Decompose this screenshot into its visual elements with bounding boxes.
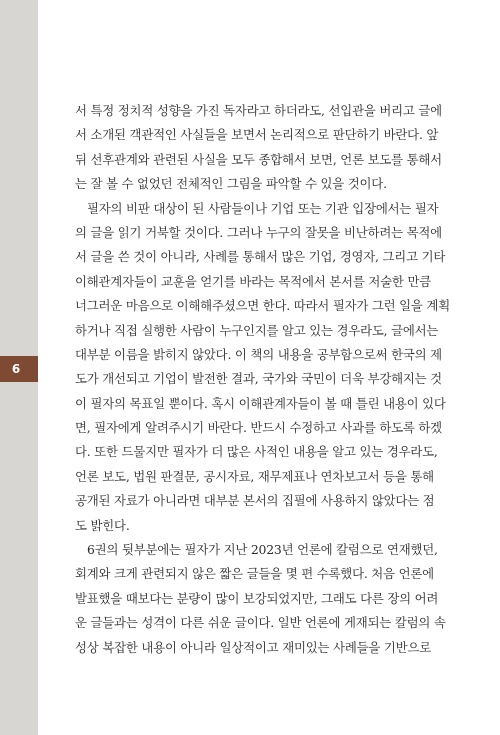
text-line: 성상 복잡한 내용이 아니라 일상적이고 재미있는 사례들을 기반으로: [75, 639, 431, 655]
text-line: 필자의 비판 대상이 된 사람들이나 기업 또는 기관 입장에서는 필자: [87, 200, 439, 216]
text-line: 서 특정 정치적 성향을 가진 독자라고 하더라도, 선입관을 버리고 글에: [75, 103, 442, 118]
text-line: 의 글을 읽기 거북할 것이다. 그러나 누구의 잘못을 비난하려는 목적에: [75, 224, 442, 240]
text-line: 발표했을 때보다는 분량이 많이 보강되었지만, 그래도 다른 장의 어려: [75, 590, 439, 606]
text-line: 공개된 자료가 아니라면 대부분 본서의 집필에 사용하지 않았다는 점: [75, 493, 435, 509]
text-line: 대부분 이름을 밝히지 않았다. 이 책의 내용을 공부함으로써 한국의 제: [75, 346, 442, 362]
body-text: [75, 99, 450, 660]
text-line: 하거나 직접 실행한 사람이 누구인지를 알고 있는 경우라도, 글에서는: [75, 322, 439, 338]
text-line: 는 잘 볼 수 없었던 전체적인 그림을 파악할 수 있을 것이다.: [75, 176, 387, 192]
text-line: 언론 보도, 법원 판결문, 공시자료, 재무제표나 연차보고서 등을 통해: [75, 468, 434, 484]
text-line: 서 글을 쓴 것이 아니라, 사례를 통해서 많은 기업, 경영자, 그리고 기타: [75, 249, 446, 265]
text-line: 이 필자의 목표일 뿐이다. 혹시 이해관계자들이 볼 때 틀린 내용이 있다: [75, 395, 446, 411]
text-line: 운 글들과는 성격이 다른 쉬운 글이다. 일반 언론에 게재되는 칼럼의 속: [75, 615, 446, 631]
page-number-tab: [0, 356, 38, 382]
text-line: 서 소개된 객관적인 사실들을 보면서 논리적으로 판단하기 바란다. 앞: [75, 127, 439, 143]
text-line: 6권의 뒷부분에는 필자가 지난 2023년 언론에 칼럼으로 연재했던,: [87, 542, 438, 558]
text-line: 너그러운 마음으로 이해해주셨으면 한다. 따라서 필자가 그런 일을 계획: [75, 298, 450, 314]
text-line: 이해관계자들이 교훈을 얻기를 바라는 목적에서 본서를 저술한 만큼: [75, 273, 431, 289]
text-line: 면, 필자에게 알려주시기 바란다. 반드시 수정하고 사과를 하도록 하겠: [75, 420, 442, 436]
text-line: 뒤 선후관계와 관련된 사실을 모두 종합해서 보면, 언론 보도를 통해서: [75, 151, 442, 167]
text-line: 다. 또한 드물지만 필자가 더 많은 사적인 내용을 알고 있는 경우라도,: [75, 444, 438, 460]
text-line: 도가 개선되고 기업이 발전한 결과, 국가와 국민이 더욱 부강해지는 것: [75, 371, 442, 387]
text-line: 도 밝힌다.: [75, 517, 130, 533]
page-number: 6: [11, 362, 21, 376]
text-line: 회계와 크게 관련되지 않은 짧은 글들을 몇 편 수록했다. 처음 언론에: [75, 566, 434, 582]
